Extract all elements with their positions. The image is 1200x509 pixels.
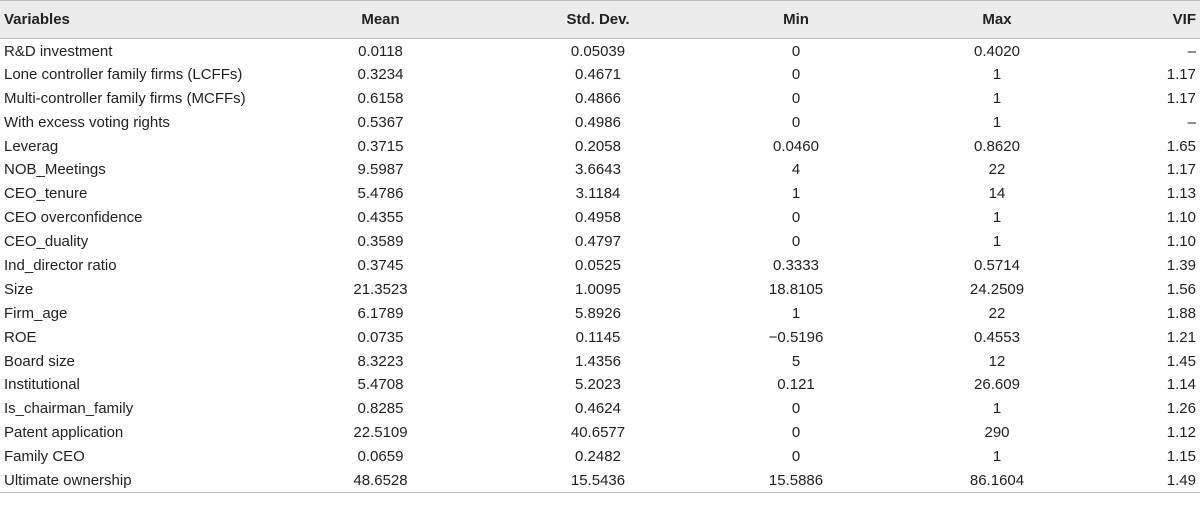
vif-cell: 1.65 <box>1166 137 1196 155</box>
table-row <box>0 469 1200 493</box>
table-row <box>0 62 1200 86</box>
min-cell: 0 <box>791 400 801 418</box>
variable-cell: Ultimate ownership <box>0 469 276 493</box>
mean-cell: 0.0735 <box>357 328 404 346</box>
min-cell: 0.3333 <box>773 256 819 274</box>
std-dev-cell: 0.2482 <box>575 448 621 466</box>
max-cell: 22 <box>988 161 1006 179</box>
vif-cell: 1.17 <box>1166 161 1196 179</box>
max-cell: 0.5714 <box>974 256 1020 274</box>
mean-cell: 6.1789 <box>357 304 404 322</box>
max-cell: 1 <box>992 89 1002 107</box>
std-dev-cell: 5.2023 <box>575 376 621 394</box>
variable-cell: ROE <box>4 328 37 346</box>
variable-cell: Institutional <box>4 376 80 394</box>
variable-cell: With excess voting rights <box>4 113 170 131</box>
table-row <box>0 158 1200 182</box>
column-header-vif: VIF <box>1113 1 1200 39</box>
vif-cell: 1.10 <box>1166 209 1196 227</box>
min-cell: 5 <box>791 352 801 370</box>
max-cell: 14 <box>988 185 1006 203</box>
std-dev-cell: 3.6643 <box>575 161 621 179</box>
mean-cell: 0.0118 <box>358 43 403 61</box>
max-cell: 1 <box>992 448 1002 466</box>
mean-cell: 0.3715 <box>357 137 404 155</box>
min-cell: 0 <box>791 89 801 107</box>
mean-cell: 0.0659 <box>357 448 404 466</box>
std-dev-cell: 0.2058 <box>575 137 621 155</box>
min-cell: 0 <box>791 43 801 61</box>
header-row <box>0 1 1200 39</box>
vif-cell: 1.39 <box>1166 256 1196 274</box>
vif-cell: 1.49 <box>1113 469 1200 493</box>
vif-cell: 1.14 <box>1166 376 1196 394</box>
max-cell: 1 <box>992 113 1002 131</box>
vif-cell: 1.21 <box>1166 328 1196 346</box>
table-row <box>0 277 1200 301</box>
max-cell: 1 <box>992 400 1002 418</box>
vif-cell: 1.10 <box>1166 233 1196 251</box>
variable-cell: CEO_tenure <box>4 185 88 203</box>
max-cell: 26.609 <box>974 376 1020 394</box>
min-cell: 0 <box>791 209 801 227</box>
vif-cell: 1.13 <box>1166 185 1196 203</box>
max-cell: 0.4020 <box>974 43 1020 61</box>
std-dev-cell: 1.4356 <box>575 352 621 370</box>
std-dev-cell: 0.0525 <box>575 256 621 274</box>
max-cell: 24.2509 <box>969 280 1025 298</box>
std-dev-cell: 40.6577 <box>570 424 626 442</box>
column-header-max: Max <box>881 1 1113 39</box>
min-cell: 0 <box>791 233 801 251</box>
min-cell: 0 <box>791 113 801 131</box>
std-dev-cell: 0.4958 <box>575 209 621 227</box>
mean-cell: 5.4786 <box>357 185 404 203</box>
min-cell: 0 <box>791 448 801 466</box>
table-row <box>0 206 1200 230</box>
mean-cell: 5.4708 <box>357 376 404 394</box>
table-row <box>0 301 1200 325</box>
variable-cell: Ind_director ratio <box>4 256 117 274</box>
std-dev-cell: 0.4866 <box>575 89 621 107</box>
max-cell: 1 <box>992 209 1002 227</box>
table-row <box>0 325 1200 349</box>
vif-cell: – <box>1187 43 1196 61</box>
table-row <box>0 86 1200 110</box>
table-body <box>0 39 1200 493</box>
mean-cell: 0.3589 <box>357 233 404 251</box>
mean-cell: 0.3234 <box>357 65 404 83</box>
min-cell: 0 <box>791 65 801 83</box>
max-cell: 12 <box>988 352 1006 370</box>
std-dev-cell: 0.4797 <box>575 233 621 251</box>
variable-cell: Firm_age <box>4 304 68 322</box>
std-dev-cell: 5.8926 <box>575 304 621 322</box>
mean-cell: 9.5987 <box>357 161 404 179</box>
max-cell: 86.1604 <box>881 469 1113 493</box>
table-row <box>0 349 1200 373</box>
table-row <box>0 254 1200 278</box>
vif-cell: 1.26 <box>1166 400 1196 418</box>
std-dev-cell: 0.4986 <box>575 113 621 131</box>
mean-cell: 0.3745 <box>357 256 404 274</box>
variable-cell: CEO_duality <box>4 233 89 251</box>
variable-cell: Size <box>4 280 34 298</box>
vif-cell: 1.15 <box>1166 448 1196 466</box>
mean-cell: 0.4355 <box>357 209 404 227</box>
max-cell: 0.8620 <box>974 137 1020 155</box>
vif-cell: 1.12 <box>1166 424 1196 442</box>
variable-cell: Multi-controller family firms (MCFFs) <box>4 89 246 107</box>
mean-cell: 0.6158 <box>357 89 404 107</box>
vif-cell: 1.45 <box>1166 352 1196 370</box>
table-row <box>0 230 1200 254</box>
min-cell: 0 <box>791 424 801 442</box>
min-cell: 1 <box>791 185 801 203</box>
table-row <box>0 110 1200 134</box>
vif-cell: 1.56 <box>1166 280 1196 298</box>
mean-cell: 0.8285 <box>357 400 404 418</box>
table-row <box>0 421 1200 445</box>
min-cell: 15.5886 <box>711 469 881 493</box>
mean-cell: 0.5367 <box>357 113 404 131</box>
max-cell: 1 <box>992 233 1002 251</box>
variable-cell: Leverag <box>4 137 59 155</box>
mean-cell: 48.6528 <box>276 469 485 493</box>
table-row <box>0 445 1200 469</box>
variable-cell: Board size <box>4 352 75 370</box>
vif-cell: – <box>1187 113 1196 131</box>
min-cell: −0.5196 <box>768 328 824 346</box>
table-row <box>0 397 1200 421</box>
table-header <box>0 1 1200 39</box>
max-cell: 290 <box>984 424 1010 442</box>
std-dev-cell: 1.0095 <box>575 280 621 298</box>
table-row <box>0 182 1200 206</box>
vif-cell: 1.17 <box>1166 65 1196 83</box>
min-cell: 0.121 <box>777 376 815 394</box>
column-header-variables: Variables <box>0 1 276 39</box>
table-row <box>0 373 1200 397</box>
variable-cell: Family CEO <box>4 448 85 466</box>
variable-cell: NOB_Meetings <box>4 161 106 179</box>
min-cell: 4 <box>791 161 801 179</box>
mean-cell: 21.3523 <box>353 280 408 298</box>
table-row <box>0 134 1200 158</box>
min-cell: 18.8105 <box>768 280 824 298</box>
table-row <box>0 39 1200 63</box>
min-cell: 1 <box>791 304 801 322</box>
std-dev-cell: 0.4624 <box>575 400 621 418</box>
variable-cell: CEO overconfidence <box>4 209 143 227</box>
mean-cell: 8.3223 <box>357 352 404 370</box>
variable-cell: Lone controller family firms (LCFFs) <box>4 65 243 83</box>
max-cell: 1 <box>992 65 1002 83</box>
max-cell: 22 <box>988 304 1006 322</box>
variable-cell: R&D investment <box>4 43 113 61</box>
variable-cell: Is_chairman_family <box>4 400 134 418</box>
max-cell: 0.4553 <box>974 328 1020 346</box>
std-dev-cell: 3.1184 <box>575 185 621 203</box>
column-header-std-dev: Std. Dev. <box>485 1 711 39</box>
std-dev-cell: 15.5436 <box>485 469 711 493</box>
column-header-min: Min <box>711 1 881 39</box>
std-dev-cell: 0.05039 <box>570 43 626 61</box>
variable-cell: Patent application <box>4 424 124 442</box>
mean-cell: 22.5109 <box>353 424 408 442</box>
vif-cell: 1.17 <box>1166 89 1196 107</box>
vif-cell: 1.88 <box>1166 304 1196 322</box>
std-dev-cell: 0.4671 <box>575 65 621 83</box>
column-header-mean: Mean <box>276 1 485 39</box>
min-cell: 0.0460 <box>773 137 819 155</box>
std-dev-cell: 0.1145 <box>575 328 621 346</box>
